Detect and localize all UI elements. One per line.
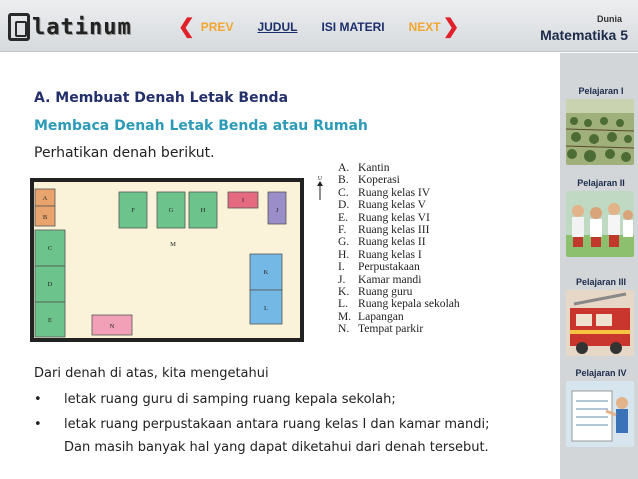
pelajaran-3-thumbnail[interactable]: [566, 290, 634, 356]
legend-item: [338, 323, 460, 335]
room-j-label: J: [275, 207, 279, 214]
legend-text: Ruang kelas I: [358, 247, 422, 261]
room-f-label: F: [131, 207, 135, 214]
logo-mark-icon: [8, 13, 30, 41]
legend-key: L.: [338, 297, 348, 311]
legend-text: Lapangan: [358, 309, 404, 323]
sidebar-item-pelajaran-2[interactable]: [566, 178, 636, 257]
legend-text: Tempat parkir: [358, 322, 424, 336]
platinum-logo: [8, 12, 132, 42]
legend-key: J.: [338, 272, 346, 286]
sidebar-item-label: Pelajaran II: [577, 178, 625, 188]
legend-text: Ruang guru: [358, 285, 413, 299]
sidebar-item-label: Pelajaran III: [575, 277, 627, 287]
room-k-label: K: [263, 269, 269, 276]
intro-text: Perhatikan denah berikut.: [34, 145, 215, 161]
bullet-item: [34, 417, 490, 432]
sidebar-item-pelajaran-4[interactable]: [566, 368, 636, 447]
sidebar-item-label: Pelajaran IV: [575, 368, 627, 378]
legend-text: Ruang kepala sekolah: [358, 297, 460, 311]
pelajaran-2-thumbnail[interactable]: [566, 191, 634, 257]
legend-text: Koperasi: [358, 173, 400, 187]
closing-text: Dan masih banyak hal yang dapat diketahui dari denah tersebut.: [64, 440, 489, 455]
legend-text: Ruang kelas II: [358, 235, 426, 249]
pelajaran-4-thumbnail[interactable]: [566, 381, 634, 447]
legend-item: [338, 261, 460, 273]
bullet-text: letak ruang perpustakaan antara ruang kelas I dan kamar mandi;: [64, 417, 490, 432]
chevron-left-icon[interactable]: ❮: [178, 16, 195, 38]
legend-text: Ruang kelas III: [358, 223, 430, 237]
legend-text: Kantin: [358, 161, 390, 174]
judul-link[interactable]: JUDUL: [257, 20, 298, 34]
explanation-text: Dari denah di atas, kita mengetahui: [34, 366, 269, 381]
floor-plan-legend: [338, 162, 460, 336]
legend-key: M.: [338, 309, 352, 323]
sidebar-item-label: Pelajaran I: [578, 86, 624, 96]
school-floor-plan: [28, 172, 328, 352]
next-button[interactable]: NEXT: [408, 20, 441, 34]
book-title: Matematika 5: [540, 27, 628, 43]
logo-text: latinum: [32, 14, 132, 40]
legend-text: Kamar mandi: [358, 272, 422, 286]
room-i-label: I: [241, 197, 245, 204]
sidebar-item-pelajaran-3[interactable]: [566, 277, 636, 356]
prev-button[interactable]: PREV: [200, 20, 234, 34]
legend-item: [338, 298, 460, 310]
section-title: A. Membuat Denah Letak Benda: [34, 90, 289, 106]
room-h-label: H: [200, 207, 206, 214]
room-b-label: B: [42, 214, 48, 221]
room-n-label: N: [109, 323, 115, 330]
room-d-label: D: [47, 281, 53, 288]
legend-item: [338, 236, 460, 248]
legend-key: E.: [338, 210, 348, 224]
room-c-label: C: [47, 245, 53, 252]
floor-plan-drawing: [28, 172, 328, 352]
legend-text: Ruang kelas VI: [358, 210, 430, 224]
room-m-label: M: [170, 241, 176, 248]
room-a-label: A: [42, 195, 48, 202]
legend-key: G.: [338, 235, 350, 249]
room-g-label: G: [168, 207, 174, 214]
legend-key: A.: [338, 161, 350, 174]
bullet-text: letak ruang guru di samping ruang kepala sekolah;: [64, 392, 396, 407]
isi-materi-link[interactable]: ISI MATERI: [321, 20, 385, 34]
header-bar: [0, 0, 638, 52]
pelajaran-1-thumbnail[interactable]: [566, 99, 634, 165]
legend-key: F.: [338, 223, 347, 237]
room-l-label: L: [264, 305, 268, 312]
legend-item: [338, 174, 460, 186]
legend-key: B.: [338, 173, 349, 187]
legend-text: Ruang kelas V: [358, 198, 427, 212]
bullet-symbol: •: [34, 417, 42, 432]
lesson-sidebar: [560, 53, 638, 479]
compass-label: U: [317, 176, 323, 182]
room-e-label: E: [48, 317, 52, 324]
legend-key: I.: [338, 260, 345, 274]
legend-key: C.: [338, 185, 349, 199]
legend-item: [338, 199, 460, 211]
top-navigation: [178, 16, 460, 38]
bullet-symbol: •: [34, 392, 42, 407]
section-subtitle: Membaca Denah Letak Benda atau Rumah: [34, 118, 368, 134]
legend-key: N.: [338, 322, 350, 336]
north-arrow-icon: [317, 176, 323, 200]
dunia-label: Dunia: [596, 14, 622, 24]
sidebar-item-pelajaran-1[interactable]: [566, 86, 636, 165]
legend-key: K.: [338, 285, 350, 299]
legend-key: D.: [338, 198, 350, 212]
chevron-right-icon[interactable]: ❯: [442, 16, 460, 38]
bullet-item: [34, 392, 396, 407]
legend-text: Perpustakaan: [358, 260, 420, 274]
legend-text: Ruang kelas IV: [358, 185, 431, 199]
legend-key: H.: [338, 247, 350, 261]
